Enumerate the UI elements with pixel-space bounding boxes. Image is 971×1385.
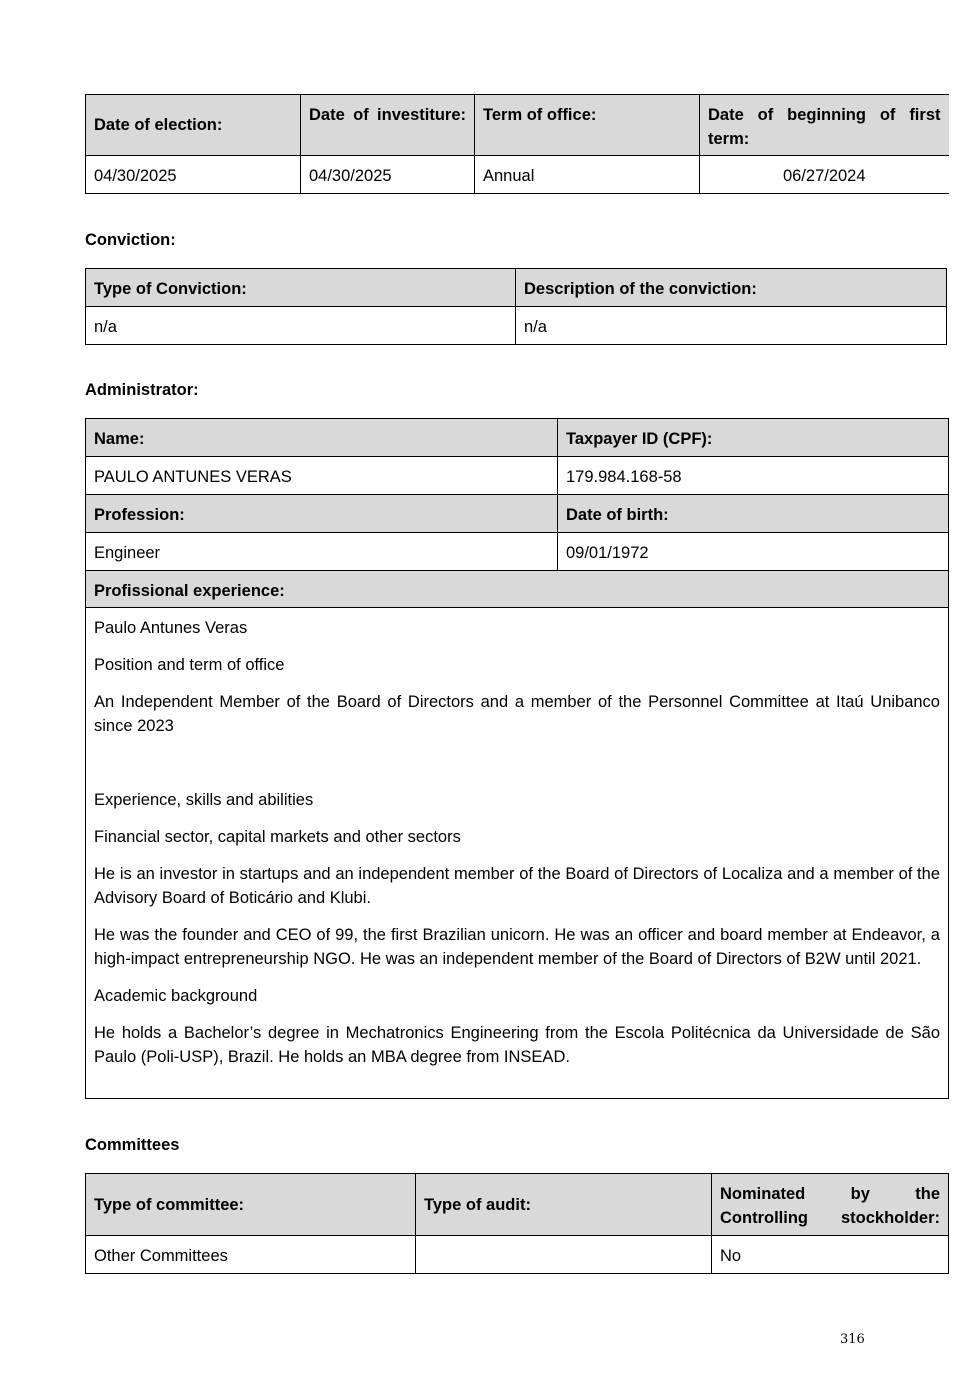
administrator-table [85, 418, 949, 1099]
page-number: 316 [840, 1332, 865, 1347]
name-value: PAULO ANTUNES VERAS [86, 457, 558, 495]
cpf-header: Taxpayer ID (CPF): [558, 419, 949, 457]
type-of-audit-header: Type of audit: [416, 1174, 712, 1236]
profession-header: Profession: [86, 495, 558, 533]
experience-paragraph: He is an investor in startups and an independent member of the Board of Directors of Localiza and a member of the Advisory Board of Boticário and Klubi. [94, 865, 940, 907]
date-of-first-term-value: 06/27/2024 [700, 156, 949, 194]
type-of-conviction-header: Type of Conviction: [86, 269, 516, 307]
type-of-committee-value: Other Committees [86, 1236, 416, 1274]
conviction-heading: Conviction: [85, 231, 176, 249]
profession-value: Engineer [86, 533, 558, 571]
experience-paragraph: Academic background [94, 987, 258, 1005]
nominated-by-controlling-value: No [712, 1236, 949, 1274]
experience-paragraph: He was the founder and CEO of 99, the first Brazilian unicorn. He was an officer and board member at Endeavor, a high-impact entrepreneurship NGO. He was an independent member of the Board of Directors of B2W until 2021. [94, 926, 940, 968]
experience-paragraph: Financial sector, capital markets and other sectors [94, 828, 461, 846]
experience-paragraph: Position and term of office [94, 656, 285, 674]
date-of-investiture-header: Date of investiture: [301, 95, 475, 156]
term-of-office-header: Term of office: [475, 95, 700, 156]
nominated-by-controlling-header: Nominated by the Controlling stockholder: [712, 1174, 949, 1236]
date-of-election-value: 04/30/2025 [86, 156, 301, 194]
experience-paragraph: An Independent Member of the Board of Directors and a member of the Personnel Committee at Itaú Unibanco since 2023 [94, 693, 940, 735]
conviction-table [85, 268, 947, 345]
professional-experience-header: Profissional experience: [86, 571, 949, 608]
date-of-election-header: Date of election: [86, 95, 301, 156]
type-of-audit-value [416, 1236, 712, 1274]
committees-heading: Committees [85, 1136, 180, 1154]
term-of-office-value: Annual [475, 156, 700, 194]
name-header: Name: [86, 419, 558, 457]
description-of-conviction-value: n/a [516, 307, 947, 345]
date-of-investiture-value: 04/30/2025 [301, 156, 475, 194]
experience-paragraph: Experience, skills and abilities [94, 791, 314, 809]
experience-paragraph: Paulo Antunes Veras [94, 619, 248, 637]
date-of-birth-value: 09/01/1972 [558, 533, 949, 571]
type-of-committee-header: Type of committee: [86, 1174, 416, 1236]
cpf-value: 179.984.168-58 [558, 457, 949, 495]
committees-table [85, 1173, 949, 1274]
term-table [85, 94, 949, 194]
paragraph-gap [94, 751, 940, 788]
experience-paragraph: He holds a Bachelor’s degree in Mechatronics Engineering from the Escola Politécnica da Universidade de São Paulo (Poli-USP), Brazil. He holds an MBA degree from INSEAD. [94, 1024, 940, 1066]
date-of-birth-header: Date of birth: [558, 495, 949, 533]
professional-experience-body [86, 608, 949, 1099]
type-of-conviction-value: n/a [86, 307, 516, 345]
description-of-conviction-header: Description of the conviction: [516, 269, 947, 307]
date-of-first-term-header: Date of beginning of first term: [700, 95, 949, 156]
administrator-heading: Administrator: [85, 381, 199, 399]
